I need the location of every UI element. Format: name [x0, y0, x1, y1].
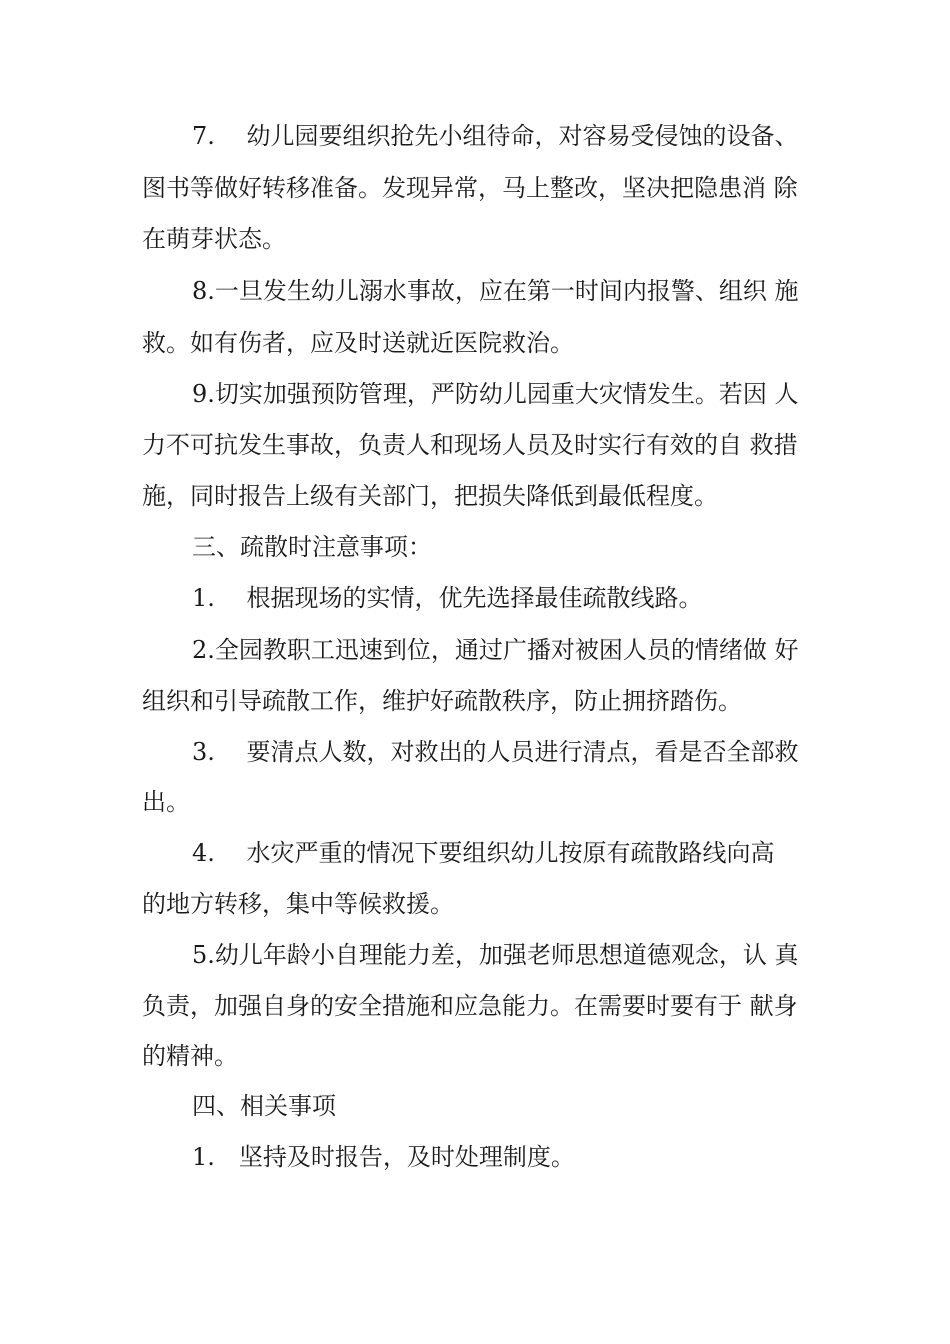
section-3-item-4-line-1: 4. 水灾严重的情况下要组织幼儿按原有疏散路线向高 — [192, 839, 775, 867]
paragraph-8-line-1: 8.一旦发生幼儿溺水事故，应在第一时间内报警、组织 施 — [192, 277, 799, 305]
section-heading-3: 三、疏散时注意事项： — [192, 533, 432, 561]
section-3-item-2-line-1: 2.全园教职工迅速到位，通过广播对被困人员的情绪做 好 — [192, 636, 799, 664]
paragraph-9-line-1: 9.切实加强预防管理，严防幼儿园重大灾情发生。若因 人 — [192, 380, 799, 408]
paragraph-7-line-3: 在萌芽状态。 — [142, 225, 286, 253]
paragraph-7-line-2: 图书等做好转移准备。发现异常，马上整改，坚决把隐患消 除 — [142, 174, 798, 202]
section-3-item-5-line-3: 的精神。 — [142, 1042, 238, 1070]
section-3-item-5-line-1: 5.幼儿年龄小自理能力差，加强老师思想道德观念，认 真 — [192, 941, 799, 969]
section-3-item-4-line-2: 的地方转移，集中等候救援。 — [142, 890, 454, 918]
section-heading-4: 四、相关事项 — [192, 1092, 336, 1120]
section-3-item-5-line-2: 负责，加强自身的安全措施和应急能力。在需要时要有于 献身 — [142, 992, 798, 1020]
section-4-item-1: 1. 坚持及时报告，及时处理制度。 — [192, 1143, 575, 1171]
section-3-item-1: 1. 根据现场的实情，优先选择最佳疏散线路。 — [192, 584, 703, 612]
paragraph-7-line-1: 7. 幼儿园要组织抢先小组待命，对容易受侵蚀的设备、 — [192, 122, 799, 150]
paragraph-9-line-2: 力不可抗发生事故，负责人和现场人员及时实行有效的自 救措 — [142, 431, 798, 459]
paragraph-8-line-2: 救。如有伤者，应及时送就近医院救治。 — [142, 329, 574, 357]
section-3-item-3-line-2: 出。 — [142, 788, 190, 816]
section-3-item-2-line-2: 组织和引导疏散工作，维护好疏散秩序，防止拥挤踏伤。 — [142, 687, 742, 715]
section-3-item-3-line-1: 3. 要清点人数，对救出的人员进行清点，看是否全部救 — [192, 738, 799, 766]
paragraph-9-line-3: 施，同时报告上级有关部门，把损失降低到最低程度。 — [142, 482, 718, 510]
